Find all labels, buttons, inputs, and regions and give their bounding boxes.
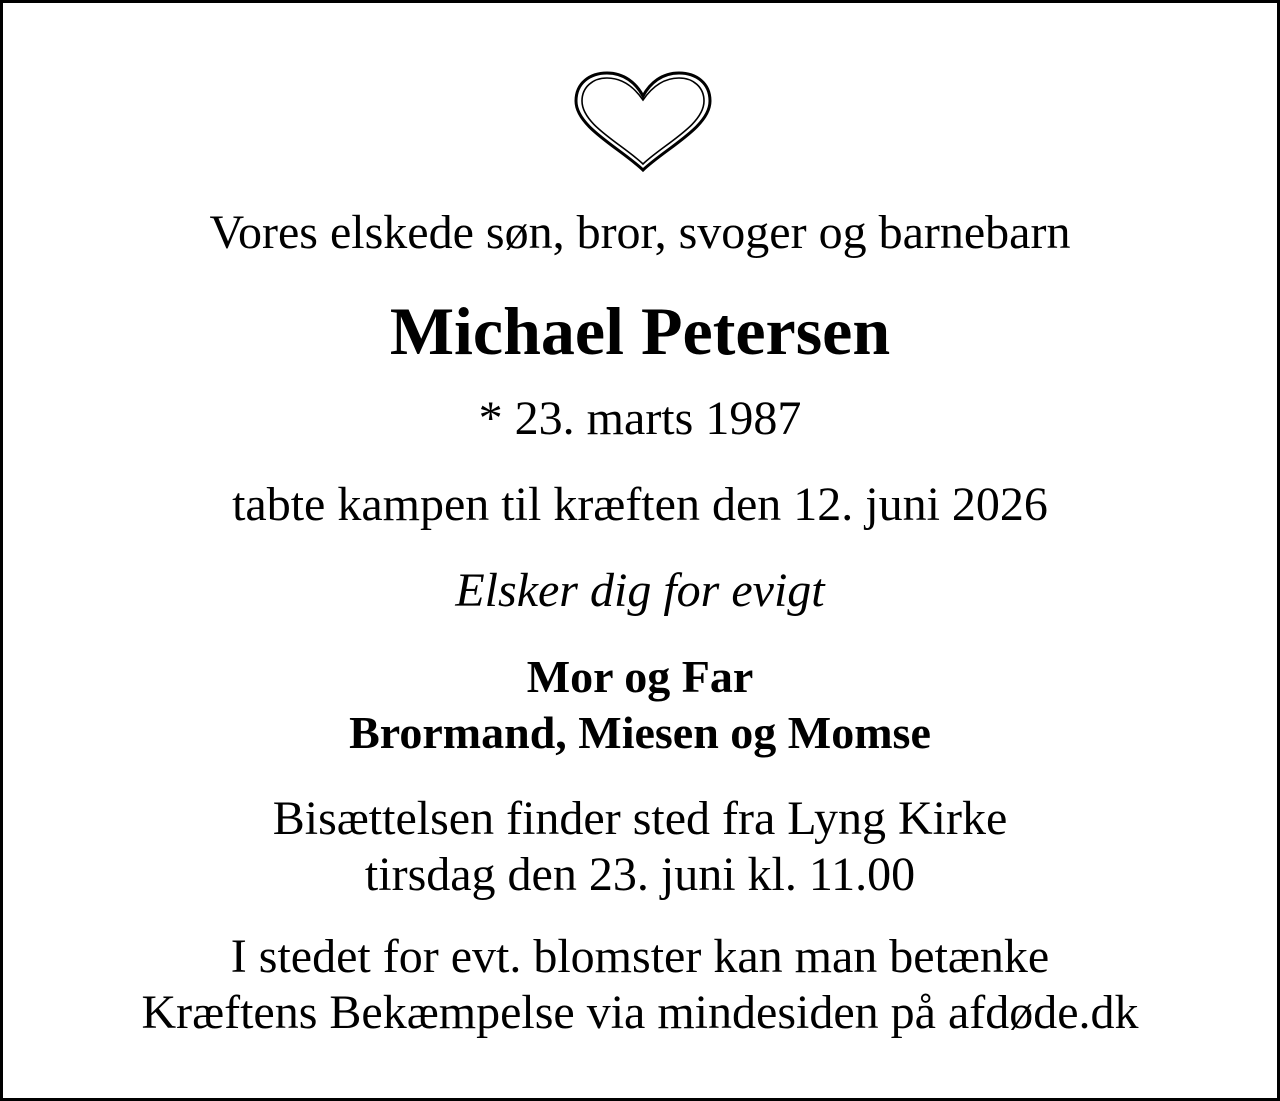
funeral-location: Bisættelsen finder sted fra Lyng Kirke <box>272 792 1008 845</box>
family-signature <box>3 649 1277 761</box>
funeral-time: tirsdag den 23. juni kl. 11.00 <box>364 848 916 901</box>
family-line-siblings: Brormand, Miesen og Momse <box>349 707 931 758</box>
funeral-details <box>3 791 1277 903</box>
death-text: tabte kampen til kræften den 12. juni 2026 <box>232 478 1048 531</box>
family-line-parents: Mor og Far <box>526 651 754 702</box>
heart-icon <box>570 69 716 173</box>
birth-date: * 23. marts 1987 <box>478 392 802 445</box>
donation-line-2: Kræftens Bekæmpelse via mindesiden på afdøde.dk <box>141 986 1139 1039</box>
donation-line-1: I stedet for evt. blomster kan man betænke <box>230 930 1050 983</box>
donation-note <box>3 929 1277 1041</box>
motto-text: Elsker dig for evigt <box>455 564 825 617</box>
intro-text: Vores elskede søn, bror, svoger og barnebarn <box>209 206 1071 259</box>
deceased-name: Michael Petersen <box>389 293 891 369</box>
